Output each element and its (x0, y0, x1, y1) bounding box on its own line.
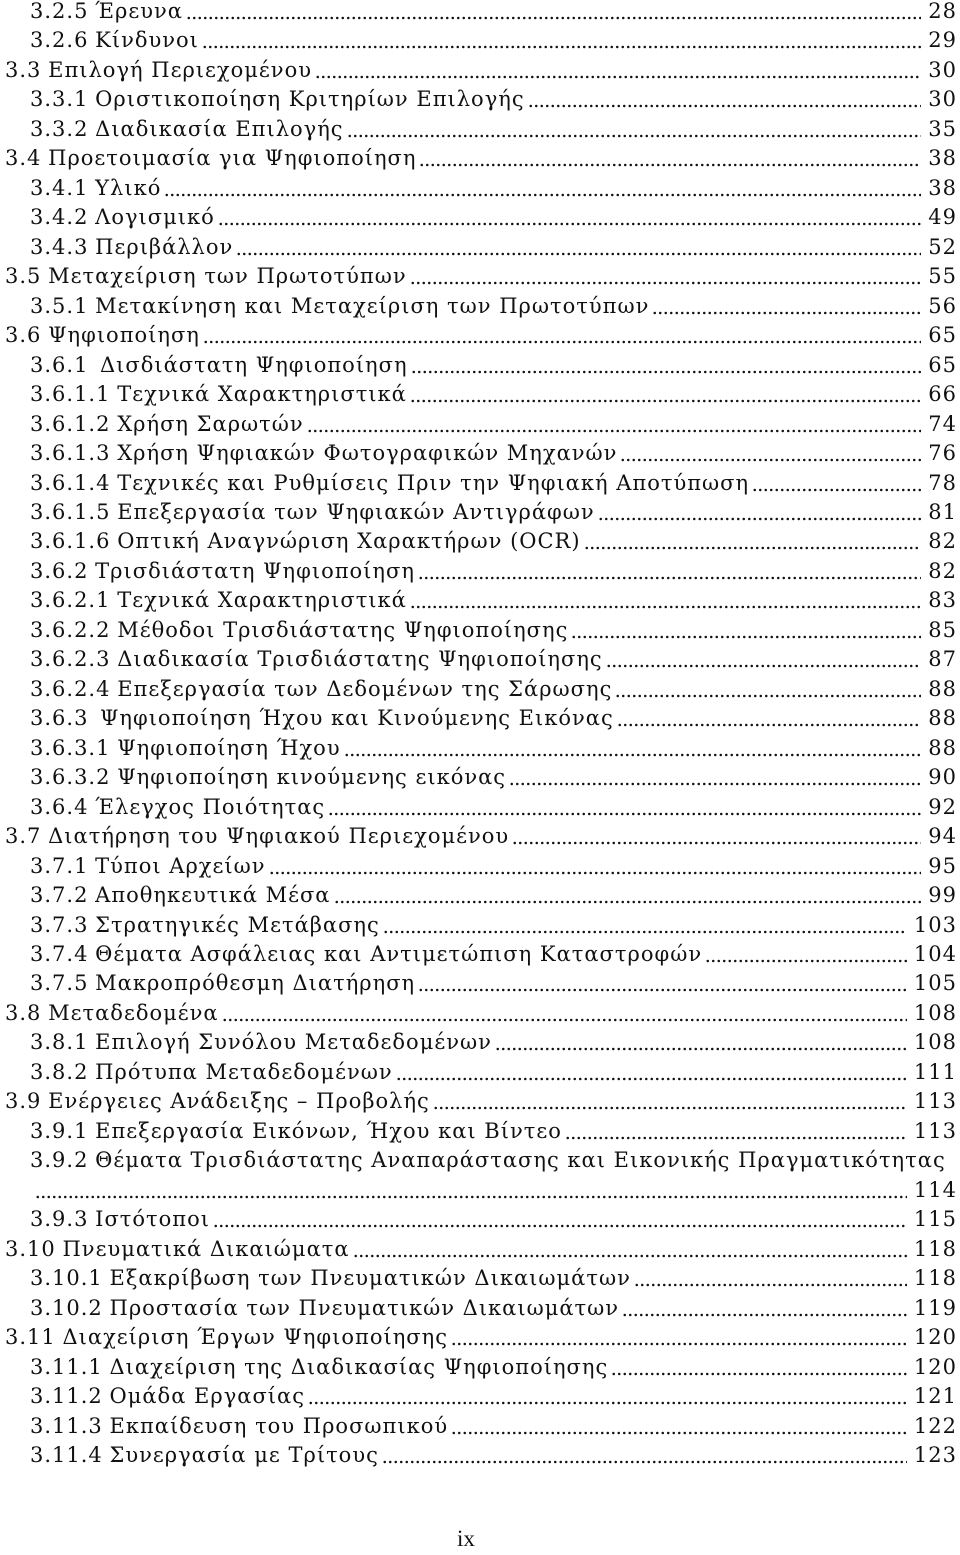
toc-entry-line (0, 1441, 957, 1470)
toc-entry-line (0, 85, 957, 114)
toc-entry-page: 88 (928, 706, 957, 731)
toc-entry-page: 74 (928, 411, 957, 436)
toc-entry-page: 122 (913, 1413, 957, 1438)
toc-entry-page: 114 (913, 1177, 957, 1202)
toc-entry-page: 83 (928, 588, 957, 613)
toc-entry-page: 108 (913, 1030, 957, 1055)
toc-entry (0, 1146, 957, 1205)
toc-entry-title: Επιλογή Περιεχομένου (48, 57, 312, 82)
toc-entry (0, 203, 957, 232)
toc-entry-title: Χρήση Ψηφιακών Φωτογραφικών Μηχανών (117, 441, 618, 466)
toc-entry (0, 0, 957, 26)
toc-dot-leader (512, 822, 921, 851)
toc-entry-page: 65 (928, 352, 957, 377)
toc-entry-title: Πρότυπα Μεταδεδομένων (95, 1059, 393, 1084)
toc-entry-page: 120 (913, 1325, 957, 1350)
toc-entry-page: 88 (928, 735, 957, 760)
toc-entry-page: 78 (928, 470, 957, 495)
toc-dot-leader (353, 1235, 907, 1264)
toc-entry-title: Μετακίνηση και Μεταχείριση των Πρωτοτύπων (95, 293, 650, 318)
toc-dot-leader (410, 586, 921, 615)
toc-entry-title: Στρατηγικές Μετάβασης (95, 912, 380, 937)
toc-entry-page: 35 (928, 116, 957, 141)
toc-entry-number: 3.2.5 (30, 0, 89, 23)
toc-entry (0, 351, 957, 380)
toc-entry (0, 1117, 957, 1146)
toc-entry-page: 113 (913, 1089, 957, 1114)
toc-entry-number: 3.10 (5, 1236, 56, 1261)
toc-dot-leader (451, 1412, 907, 1441)
toc-entry-line (0, 1294, 957, 1323)
toc-dot-leader (565, 1117, 907, 1146)
toc-dot-leader (652, 292, 921, 321)
toc-dot-leader (382, 1441, 907, 1470)
toc-dot-leader (383, 911, 907, 940)
toc-entry-page: 52 (928, 234, 957, 259)
toc-entry-page: 76 (928, 441, 957, 466)
toc-entry (0, 1235, 957, 1264)
toc-dot-leader (35, 1176, 907, 1205)
toc-entry-title: Μεταδεδομένα (48, 1000, 219, 1025)
toc-dot-leader (202, 26, 921, 55)
toc-entry-number: 3.3.2 (30, 116, 89, 141)
toc-entry (0, 115, 957, 144)
toc-entry (0, 969, 957, 998)
toc-entry-number: 3.6 (5, 323, 42, 348)
toc-entry (0, 1323, 957, 1352)
toc-entry-line (0, 881, 957, 910)
toc-entry (0, 881, 957, 910)
toc-entry-line (0, 144, 957, 173)
toc-entry (0, 292, 957, 321)
toc-entry (0, 1382, 957, 1411)
toc-entry-line (0, 1028, 957, 1057)
toc-entry (0, 527, 957, 556)
toc-entry-line (0, 763, 957, 792)
toc-dot-leader (328, 793, 921, 822)
toc-entry-page: 82 (928, 558, 957, 583)
toc-entry-page: 82 (928, 529, 957, 554)
toc-entry-page: 38 (928, 175, 957, 200)
toc-entry-number: 3.11.3 (30, 1413, 103, 1438)
toc-entry (0, 498, 957, 527)
toc-entry (0, 1058, 957, 1087)
toc-entry-number: 3.4.3 (30, 234, 89, 259)
toc-entry-title: Ψηφιοποίηση (48, 323, 200, 348)
toc-entry-page: 28 (928, 0, 957, 23)
toc-entry-title: Εκπαίδευση του Προσωπικού (109, 1413, 449, 1438)
toc-dot-leader (410, 380, 921, 409)
toc-entry-line (0, 0, 957, 26)
toc-entry-page: 103 (913, 912, 957, 937)
toc-entry-line (0, 469, 957, 498)
toc-entry-title: Ψηφιοποίηση Ήχου και Κινούμενης Εικόνας (100, 706, 614, 731)
toc-entry-page: 49 (928, 205, 957, 230)
toc-entry-line (0, 26, 957, 55)
toc-entry-line (0, 262, 957, 291)
toc-entry-number: 3.6.2 (30, 558, 89, 583)
toc-entry-title: Διαδικασία Επιλογής (95, 116, 344, 141)
toc-entry-page: 30 (928, 87, 957, 112)
toc-entry-number: 3.11.1 (30, 1354, 103, 1379)
toc-entry-line (0, 1146, 957, 1175)
toc-entry (0, 734, 957, 763)
toc-entry (0, 822, 957, 851)
toc-entry-title: Ομάδα Εργασίας (109, 1384, 305, 1409)
toc-entry-page: 30 (928, 57, 957, 82)
toc-entry-number: 3.6.2.4 (30, 676, 111, 701)
toc-entry-title: Έλεγχος Ποιότητας (95, 794, 326, 819)
toc-entry (0, 704, 957, 733)
toc-entry-title: Τρισδιάστατη Ψηφιοποίηση (95, 558, 415, 583)
toc-entry (0, 174, 957, 203)
toc-entry-line (0, 292, 957, 321)
toc-entry-line (0, 1235, 957, 1264)
toc-entry-line (0, 233, 957, 262)
toc-entry-page: 111 (913, 1059, 957, 1084)
toc-entry-page: 85 (928, 617, 957, 642)
toc-dot-leader (308, 1382, 907, 1411)
toc-entry-number: 3.6.1.6 (30, 529, 111, 554)
toc-entry-page: 105 (913, 971, 957, 996)
toc-entry-number: 3.7.1 (30, 853, 89, 878)
toc-entry-title: Κίνδυνοι (95, 28, 199, 53)
toc-entry-number: 3.6.1.4 (30, 470, 111, 495)
toc-entry-line (0, 616, 957, 645)
toc-entry (0, 1028, 957, 1057)
toc-entry-number: 3.2.6 (30, 28, 89, 53)
toc-entry-line (0, 852, 957, 881)
toc-entry-line (0, 911, 957, 940)
toc-dot-leader (396, 1058, 907, 1087)
toc-entry-page: 88 (928, 676, 957, 701)
toc-entry-number: 3.6.3.1 (30, 735, 111, 760)
toc-dot-leader (598, 498, 922, 527)
toc-dot-leader (606, 645, 922, 674)
toc-dot-leader (433, 1087, 907, 1116)
toc-dot-leader (218, 203, 922, 232)
toc-entry-line (0, 1117, 957, 1146)
toc-dot-leader (451, 1323, 907, 1352)
toc-entry-number: 3.11.2 (30, 1384, 103, 1409)
toc-entry-number: 3.9.2 (30, 1148, 89, 1173)
toc-entry-line (0, 380, 957, 409)
toc-entry-title: Αποθηκευτικά Μέσα (95, 883, 331, 908)
toc-entry (0, 763, 957, 792)
toc-entry-page: 81 (928, 499, 957, 524)
toc-entry-title: Θέματα Τρισδιάστατης Αναπαράστασης και Εικονικής Πραγματικότητας (95, 1148, 946, 1173)
toc-entry-title: Επεξεργασία Εικόνων, Ήχου και Βίντεο (95, 1118, 562, 1143)
toc-entry-page: 29 (928, 28, 957, 53)
toc-entry-line (0, 734, 957, 763)
toc-entry-line (0, 1205, 957, 1234)
toc-entry-number: 3.6.3 (30, 706, 89, 731)
toc-entry-line (0, 203, 957, 232)
toc-entry (0, 1441, 957, 1470)
toc-entry (0, 793, 957, 822)
toc-entry-page: 94 (928, 824, 957, 849)
toc-dot-leader (620, 439, 921, 468)
toc-entry-line (0, 1264, 957, 1293)
toc-dot-leader (222, 999, 907, 1028)
toc-entry-page: 56 (928, 293, 957, 318)
toc-entry (0, 911, 957, 940)
toc-entry-number: 3.7.5 (30, 971, 89, 996)
toc-entry-line (0, 115, 957, 144)
toc-entry-title: Ψηφιοποίηση κινούμενης εικόνας (117, 765, 507, 790)
toc-entry-line (0, 822, 957, 851)
toc-entry (0, 586, 957, 615)
toc-dot-leader (634, 1264, 907, 1293)
toc-entry-number: 3.11 (5, 1325, 56, 1350)
toc-entry-title: Ψηφιοποίηση Ήχου (117, 735, 341, 760)
toc-dot-leader (752, 469, 921, 498)
toc-entry-line (0, 1176, 957, 1205)
toc-entry-title: Ιστότοποι (95, 1207, 210, 1232)
toc-entry-line (0, 704, 957, 733)
toc-entry-page: 108 (913, 1000, 957, 1025)
toc-entry-title: Οριστικοποίηση Κριτηρίων Επιλογής (95, 87, 525, 112)
toc-entry-title: Δισδιάστατη Ψηφιοποίηση (100, 352, 408, 377)
toc-entry-line (0, 1382, 957, 1411)
toc-entry-number: 3.6.1.1 (30, 382, 111, 407)
toc-entry-number: 3.6.4 (30, 794, 89, 819)
toc-dot-leader (705, 940, 907, 969)
toc-entry (0, 1087, 957, 1116)
toc-entry-number: 3.6.2.3 (30, 647, 111, 672)
toc-dot-leader (495, 1028, 907, 1057)
toc-entry-title: Προετοιμασία για Ψηφιοποίηση (48, 146, 417, 171)
toc-entry-line (0, 557, 957, 586)
toc-entry (0, 321, 957, 350)
toc-entry-number: 3.4.1 (30, 175, 89, 200)
toc-dot-leader (622, 1294, 907, 1323)
toc-entry-title: Μέθοδοι Τρισδιάστατης Ψηφιοποίησης (117, 617, 569, 642)
toc-entry-number: 3.7 (5, 824, 42, 849)
toc-entry-number: 3.4 (5, 146, 42, 171)
toc-entry (0, 469, 957, 498)
toc-entry-title: Μεταχείριση των Πρωτοτύπων (48, 264, 407, 289)
toc-entry-number: 3.5 (5, 264, 42, 289)
toc-entry-line (0, 1412, 957, 1441)
toc-dot-leader (410, 262, 922, 291)
toc-entry-line (0, 351, 957, 380)
toc-entry-number: 3.10.1 (30, 1266, 103, 1291)
toc-entry-page: 118 (913, 1266, 957, 1291)
toc-entry-number: 3.7.2 (30, 883, 89, 908)
toc-entry-page: 104 (913, 942, 957, 966)
toc-entry (0, 85, 957, 114)
toc-entry (0, 439, 957, 468)
toc-entry-number: 3.3 (5, 57, 42, 82)
toc-dot-leader (615, 675, 921, 704)
toc-entry-title: Διαδικασία Τρισδιάστατης Ψηφιοποίησης (117, 647, 603, 672)
toc-entry-line (0, 1058, 957, 1087)
toc-entry-page: 65 (928, 323, 957, 348)
toc-entry-number: 3.6.1 (30, 352, 89, 377)
toc-dot-leader (164, 174, 921, 203)
toc-entry-page: 95 (928, 853, 957, 878)
toc-entry (0, 233, 957, 262)
toc-entry-title: Συνεργασία με Τρίτους (109, 1442, 379, 1467)
page-number-footer: ix (457, 1526, 475, 1551)
toc-dot-leader (419, 144, 921, 173)
toc-entry (0, 410, 957, 439)
toc-entry (0, 999, 957, 1028)
toc-entry-line (0, 498, 957, 527)
toc-entry-title: Επιλογή Συνόλου Μεταδεδομένων (95, 1030, 492, 1055)
toc-entry-title: Διαχείριση της Διαδικασίας Ψηφιοποίησης (109, 1354, 609, 1379)
toc-entry-title: Τεχνικά Χαρακτηριστικά (117, 588, 407, 613)
toc-entry-page: 99 (928, 883, 957, 908)
toc-entry-line (0, 675, 957, 704)
toc-entry-number: 3.5.1 (30, 293, 89, 318)
toc-entry-line (0, 999, 957, 1028)
toc-entry-page: 118 (913, 1236, 957, 1261)
toc-entry-number: 3.6.1.2 (30, 411, 111, 436)
toc-entry-number: 3.10.2 (30, 1295, 103, 1320)
toc-dot-leader (269, 852, 922, 881)
toc-dot-leader (344, 734, 922, 763)
toc-entry-title: Διατήρηση του Ψηφιακού Περιεχομένου (48, 824, 510, 849)
toc-entry-line (0, 439, 957, 468)
toc-entry-title: Πνευματικά Δικαιώματα (62, 1236, 350, 1261)
toc-entry-title: Λογισμικό (95, 205, 215, 230)
toc-entry-number: 3.6.1.5 (30, 499, 111, 524)
toc-entry (0, 144, 957, 173)
toc-entry-number: 3.6.2.2 (30, 617, 111, 642)
toc-entry (0, 675, 957, 704)
toc-entry-page: 115 (913, 1207, 957, 1232)
toc-entry (0, 852, 957, 881)
toc-entry-page: 119 (913, 1295, 957, 1320)
toc-entry-number: 3.9.1 (30, 1118, 89, 1143)
toc-entry-number: 3.8 (5, 1000, 42, 1025)
toc-entry-number: 3.8.1 (30, 1030, 89, 1055)
toc-entry-title: Έρευνα (95, 0, 183, 23)
toc-entry-title: Εξακρίβωση των Πνευματικών Δικαιωμάτων (109, 1266, 631, 1291)
toc-entry (0, 380, 957, 409)
toc-entry (0, 645, 957, 674)
toc-entry-title: Μακροπρόθεσμη Διατήρηση (95, 971, 416, 996)
toc-entry-title: Θέματα Ασφάλειας και Αντιμετώπιση Καταστροφών (95, 942, 703, 966)
toc-entry-title: Διαχείριση Έργων Ψηφιοποίησης (62, 1325, 448, 1350)
toc-entry-line (0, 527, 957, 556)
toc-entry-line (0, 969, 957, 998)
toc-entry (0, 616, 957, 645)
toc-entry-number: 3.9 (5, 1089, 42, 1114)
toc-entry-title: Επεξεργασία των Δεδομένων της Σάρωσης (117, 676, 613, 701)
toc-entry-page: 92 (928, 794, 957, 819)
toc-dot-leader (411, 351, 922, 380)
toc-dot-leader (236, 233, 921, 262)
toc-entry (0, 56, 957, 85)
toc-entry-page: 90 (928, 765, 957, 790)
toc-entry (0, 262, 957, 291)
toc-dot-leader (334, 881, 922, 910)
toc-entry-number: 3.7.4 (30, 942, 89, 966)
toc-entry-line (0, 645, 957, 674)
toc-entry (0, 1353, 957, 1382)
toc-entry-number: 3.6.3.2 (30, 765, 111, 790)
toc-entry-title: Υλικό (95, 175, 162, 200)
toc-dot-leader (571, 616, 921, 645)
toc-dot-leader (203, 321, 921, 350)
toc-entry-title: Επεξεργασία των Ψηφιακών Αντιγράφων (117, 499, 595, 524)
toc-entry (0, 1412, 957, 1441)
toc-entry-number: 3.11.4 (30, 1442, 103, 1467)
toc-entry-number: 3.6.1.3 (30, 441, 111, 466)
toc-entry-title: Χρήση Σαρωτών (117, 411, 304, 436)
toc-dot-leader (617, 704, 922, 733)
toc-entry-line (0, 586, 957, 615)
toc-entry-line (0, 1087, 957, 1116)
toc-entry-page: 120 (913, 1354, 957, 1379)
toc-entry-line (0, 56, 957, 85)
toc-entry-number: 3.9.3 (30, 1207, 89, 1232)
toc-entry (0, 1294, 957, 1323)
toc-entry-number: 3.3.1 (30, 87, 89, 112)
toc-entry-page: 123 (913, 1442, 957, 1467)
toc-entry (0, 1205, 957, 1234)
toc-dot-leader (418, 557, 921, 586)
toc-dot-leader (307, 410, 922, 439)
toc-entry-title: Προστασία των Πνευματικών Δικαιωμάτων (109, 1295, 620, 1320)
toc-entry-page: 55 (928, 264, 957, 289)
toc-entry-page: 113 (913, 1118, 957, 1143)
toc-entry-line (0, 940, 957, 969)
toc-entry (0, 26, 957, 55)
toc-entry (0, 557, 957, 586)
toc-dot-leader (213, 1205, 907, 1234)
toc-entry-title: Τύποι Αρχείων (95, 853, 266, 878)
toc-dot-leader (347, 115, 922, 144)
toc-entry-line (0, 410, 957, 439)
toc-dot-leader (528, 85, 922, 114)
toc-entry-line (0, 1353, 957, 1382)
toc-entry-title: Τεχνικά Χαρακτηριστικά (117, 382, 407, 407)
toc-dot-leader (418, 969, 907, 998)
toc-entry-number: 3.6.2.1 (30, 588, 111, 613)
toc-entry-number: 3.4.2 (30, 205, 89, 230)
toc-entry-title: Περιβάλλον (95, 234, 234, 259)
toc-entry-page: 66 (928, 382, 957, 407)
toc-dot-leader (611, 1353, 907, 1382)
toc-dot-leader (584, 527, 922, 556)
toc-dot-leader (186, 0, 921, 26)
toc-dot-leader (315, 56, 921, 85)
toc-entry-number: 3.7.3 (30, 912, 89, 937)
toc-entry-line (0, 1323, 957, 1352)
toc-entry-page: 38 (928, 146, 957, 171)
toc-entry (0, 940, 957, 969)
toc-entry-title: Οπτική Αναγνώριση Χαρακτήρων (OCR) (117, 529, 581, 554)
toc-entry-title: Ενέργειες Ανάδειξης – Προβολής (48, 1089, 430, 1114)
toc-entry-page: 121 (913, 1384, 957, 1409)
toc-dot-leader (509, 763, 921, 792)
toc-entry-title: Τεχνικές και Ρυθμίσεις Πριν την Ψηφιακή Αποτύπωση (117, 470, 750, 495)
toc-entry-line (0, 793, 957, 822)
toc-entry-line (0, 174, 957, 203)
toc-entry-line (0, 321, 957, 350)
toc-entry-number: 3.8.2 (30, 1059, 89, 1084)
toc-entry (0, 1264, 957, 1293)
toc-entry-page: 87 (928, 647, 957, 672)
